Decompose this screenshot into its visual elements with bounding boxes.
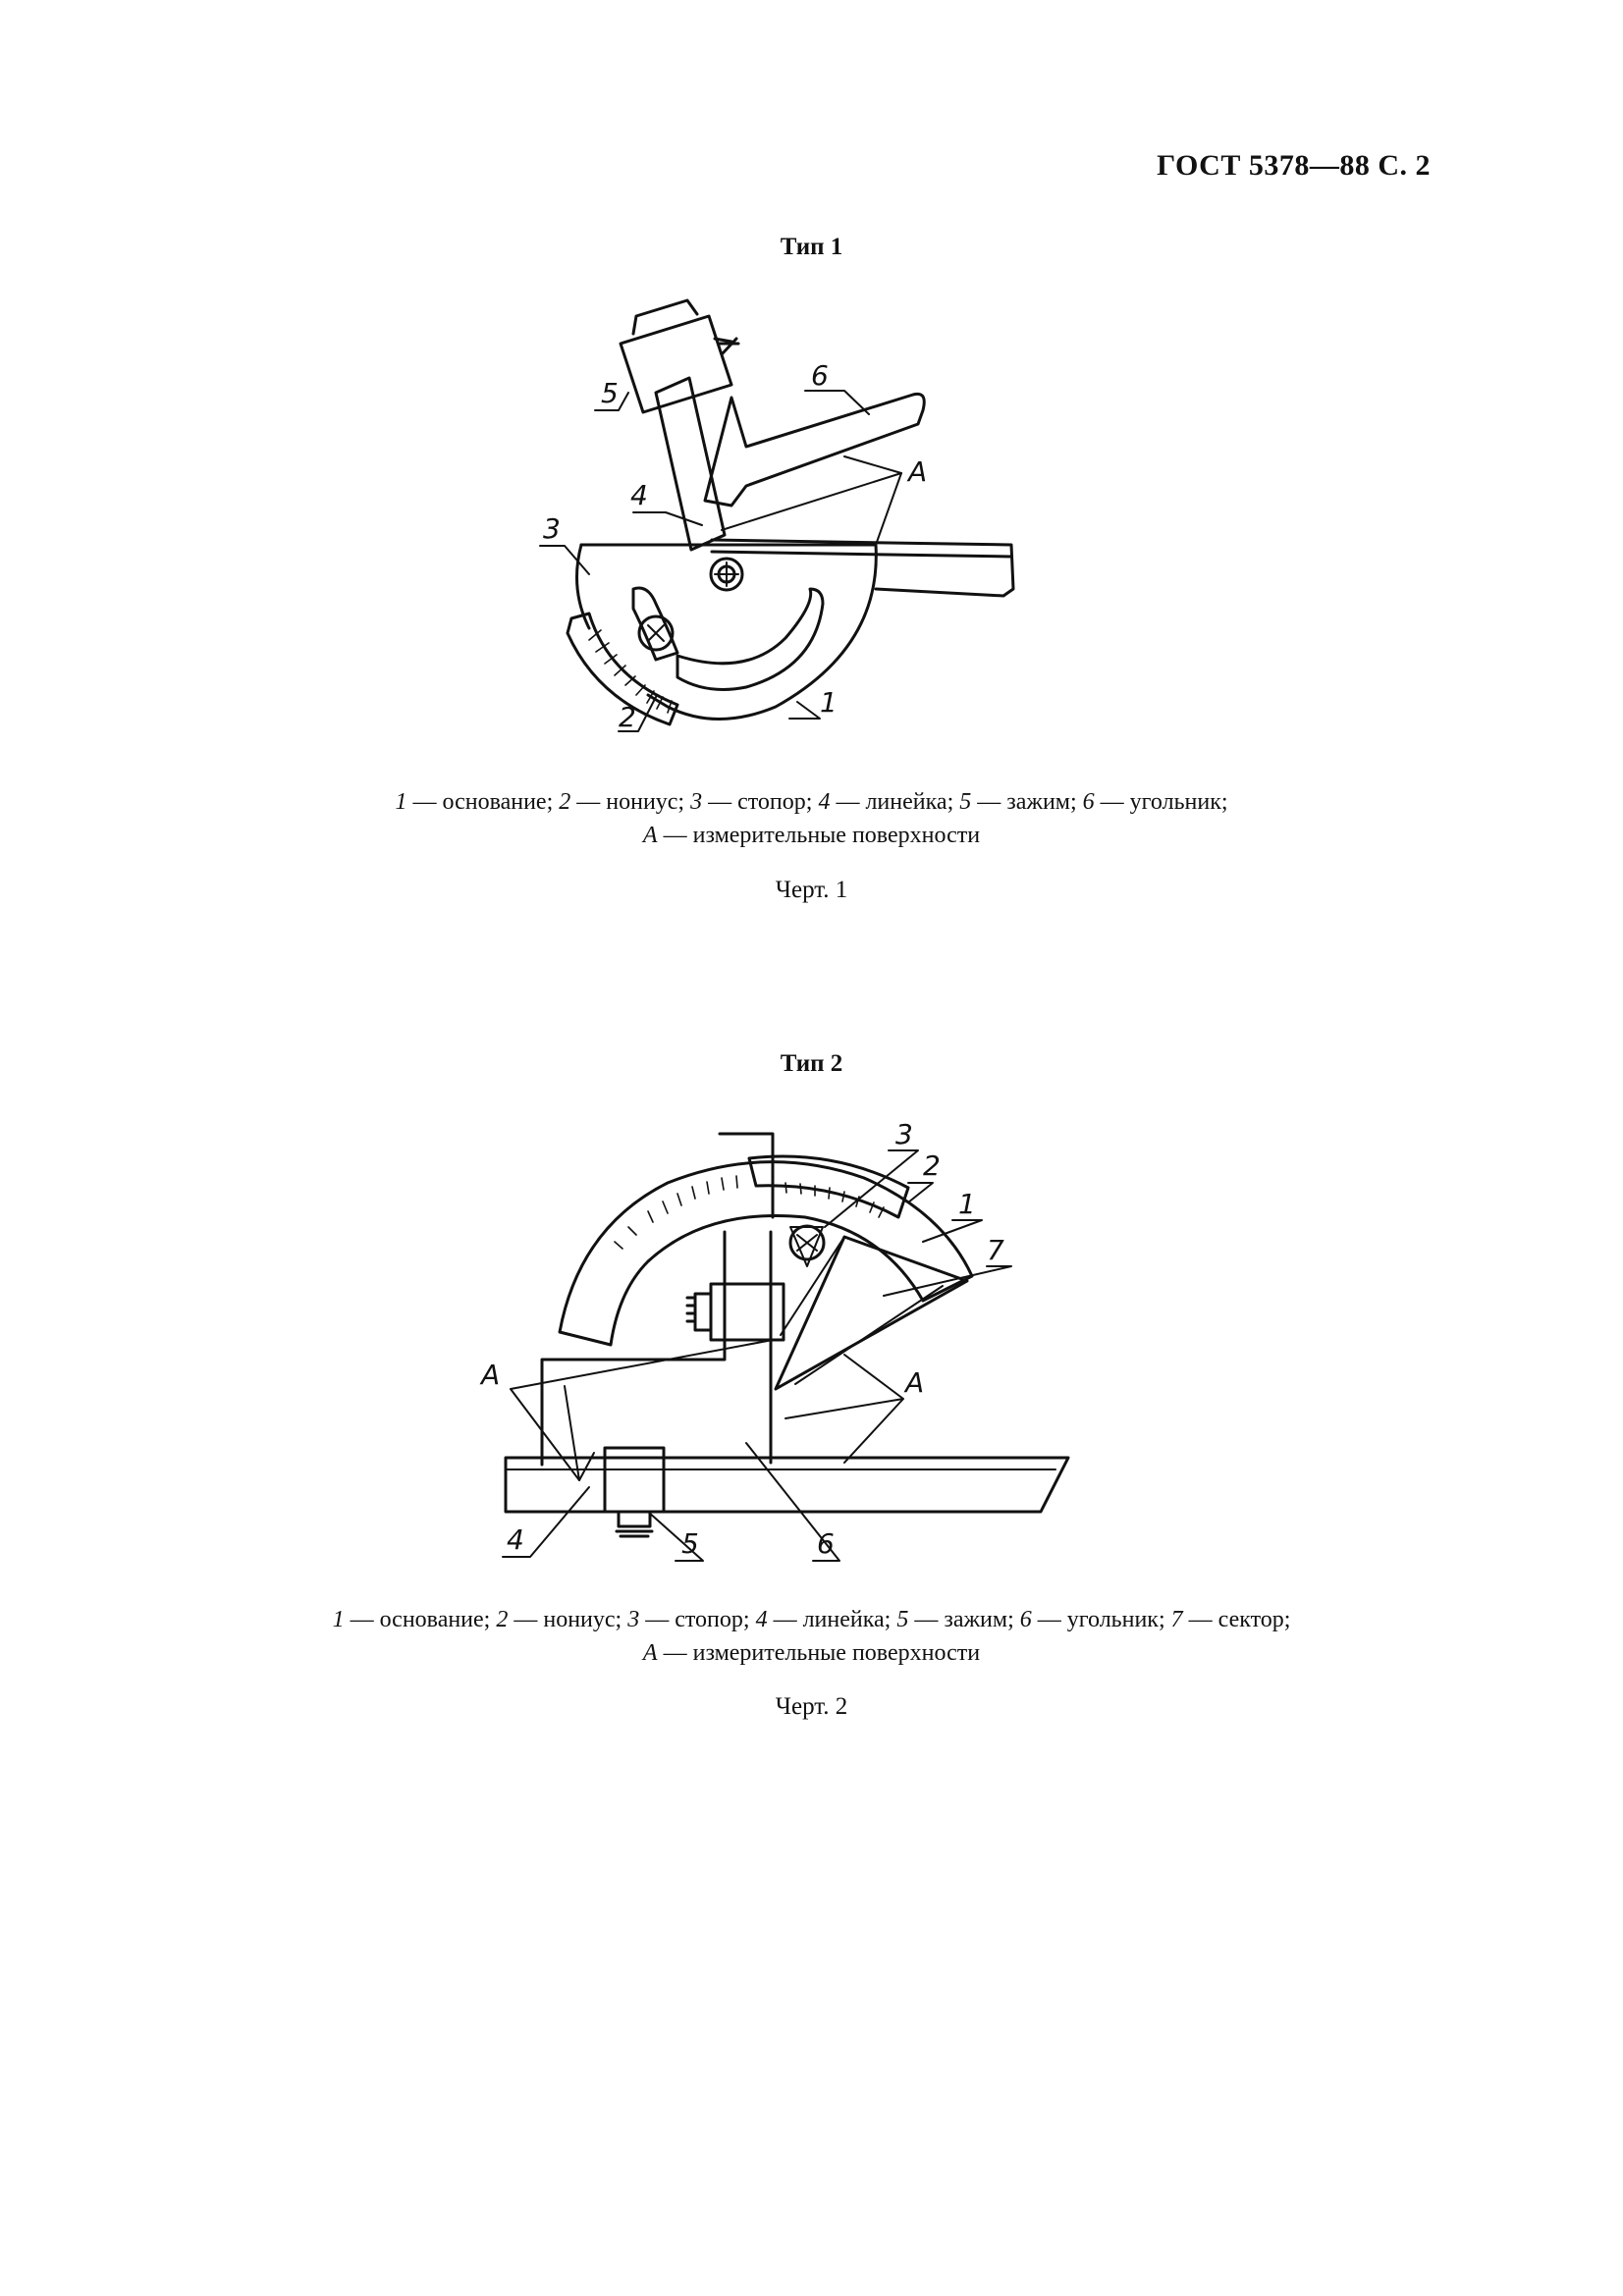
ruler-4-shape: [506, 1458, 1068, 1512]
fig2-callout-2: 2: [923, 1149, 941, 1182]
leader-A-right: [785, 1355, 903, 1463]
fig2-callout-A-left: А: [481, 1359, 501, 1391]
fig2-callout-A-right: А: [905, 1366, 925, 1399]
base-2-arc: [560, 1162, 972, 1345]
page-header: ГОСТ 5378—88 С. 2: [1157, 149, 1431, 182]
figure1-legend-line1: 1 — основание; 2 — нониус; 3 — стопор; 4 — линейка; 5 — зажим; 6 — угольник;: [395, 789, 1228, 815]
base-1-slot: [677, 589, 823, 689]
fig2-callout-7: 7: [987, 1234, 1004, 1266]
square-6-shape: [705, 394, 924, 506]
figure2-title: Тип 2: [780, 1050, 843, 1077]
clamp-5-shape: [621, 316, 731, 412]
figure1-label: Черт. 1: [775, 877, 848, 903]
figure1-legend-surfaces: А — измерительные поверхности: [642, 823, 981, 848]
fig1-callout-1: 1: [820, 686, 838, 719]
fig1-callout-6: 6: [811, 359, 829, 392]
figure2-legend-surfaces: А — измерительные поверхности: [642, 1640, 981, 1666]
fig2-callout-3: 3: [895, 1118, 913, 1150]
fig2-callout-5: 5: [681, 1527, 699, 1560]
fig2-callout-4: 4: [507, 1523, 524, 1556]
fig1-callout-A: А: [908, 455, 928, 488]
fig1-callout-4: 4: [630, 479, 648, 511]
figure2-drawing: [0, 1109, 1623, 1600]
leader-A-1: [722, 473, 901, 530]
clamp-top: [711, 1284, 784, 1340]
square-6-shape: [542, 1134, 773, 1465]
figure1-caption: [0, 785, 1623, 852]
fig1-callout-2: 2: [619, 701, 636, 733]
ruler-bar: [712, 540, 1013, 596]
figure2-label: Черт. 2: [775, 1693, 848, 1720]
figure1-title: Тип 1: [780, 234, 843, 260]
figure2-legend-line1: 1 — основание; 2 — нониус; 3 — стопор; 4 — линейка; 5 — зажим; 6 — угольник; 7 — сектор;: [332, 1607, 1291, 1632]
figure2-caption: [0, 1603, 1623, 1670]
fig1-callout-5: 5: [601, 377, 619, 409]
fig2-callout-1: 1: [958, 1188, 976, 1220]
figure1-drawing: [0, 294, 1623, 766]
ruler-bar-line: [712, 552, 1011, 557]
clamp-top-knob: [687, 1294, 711, 1330]
main-scale: [615, 1176, 737, 1249]
fig2-callout-6: 6: [817, 1527, 835, 1560]
leader-A-2: [844, 456, 901, 473]
leader-A-3: [876, 473, 901, 545]
fig1-callout-3: 3: [543, 512, 561, 545]
